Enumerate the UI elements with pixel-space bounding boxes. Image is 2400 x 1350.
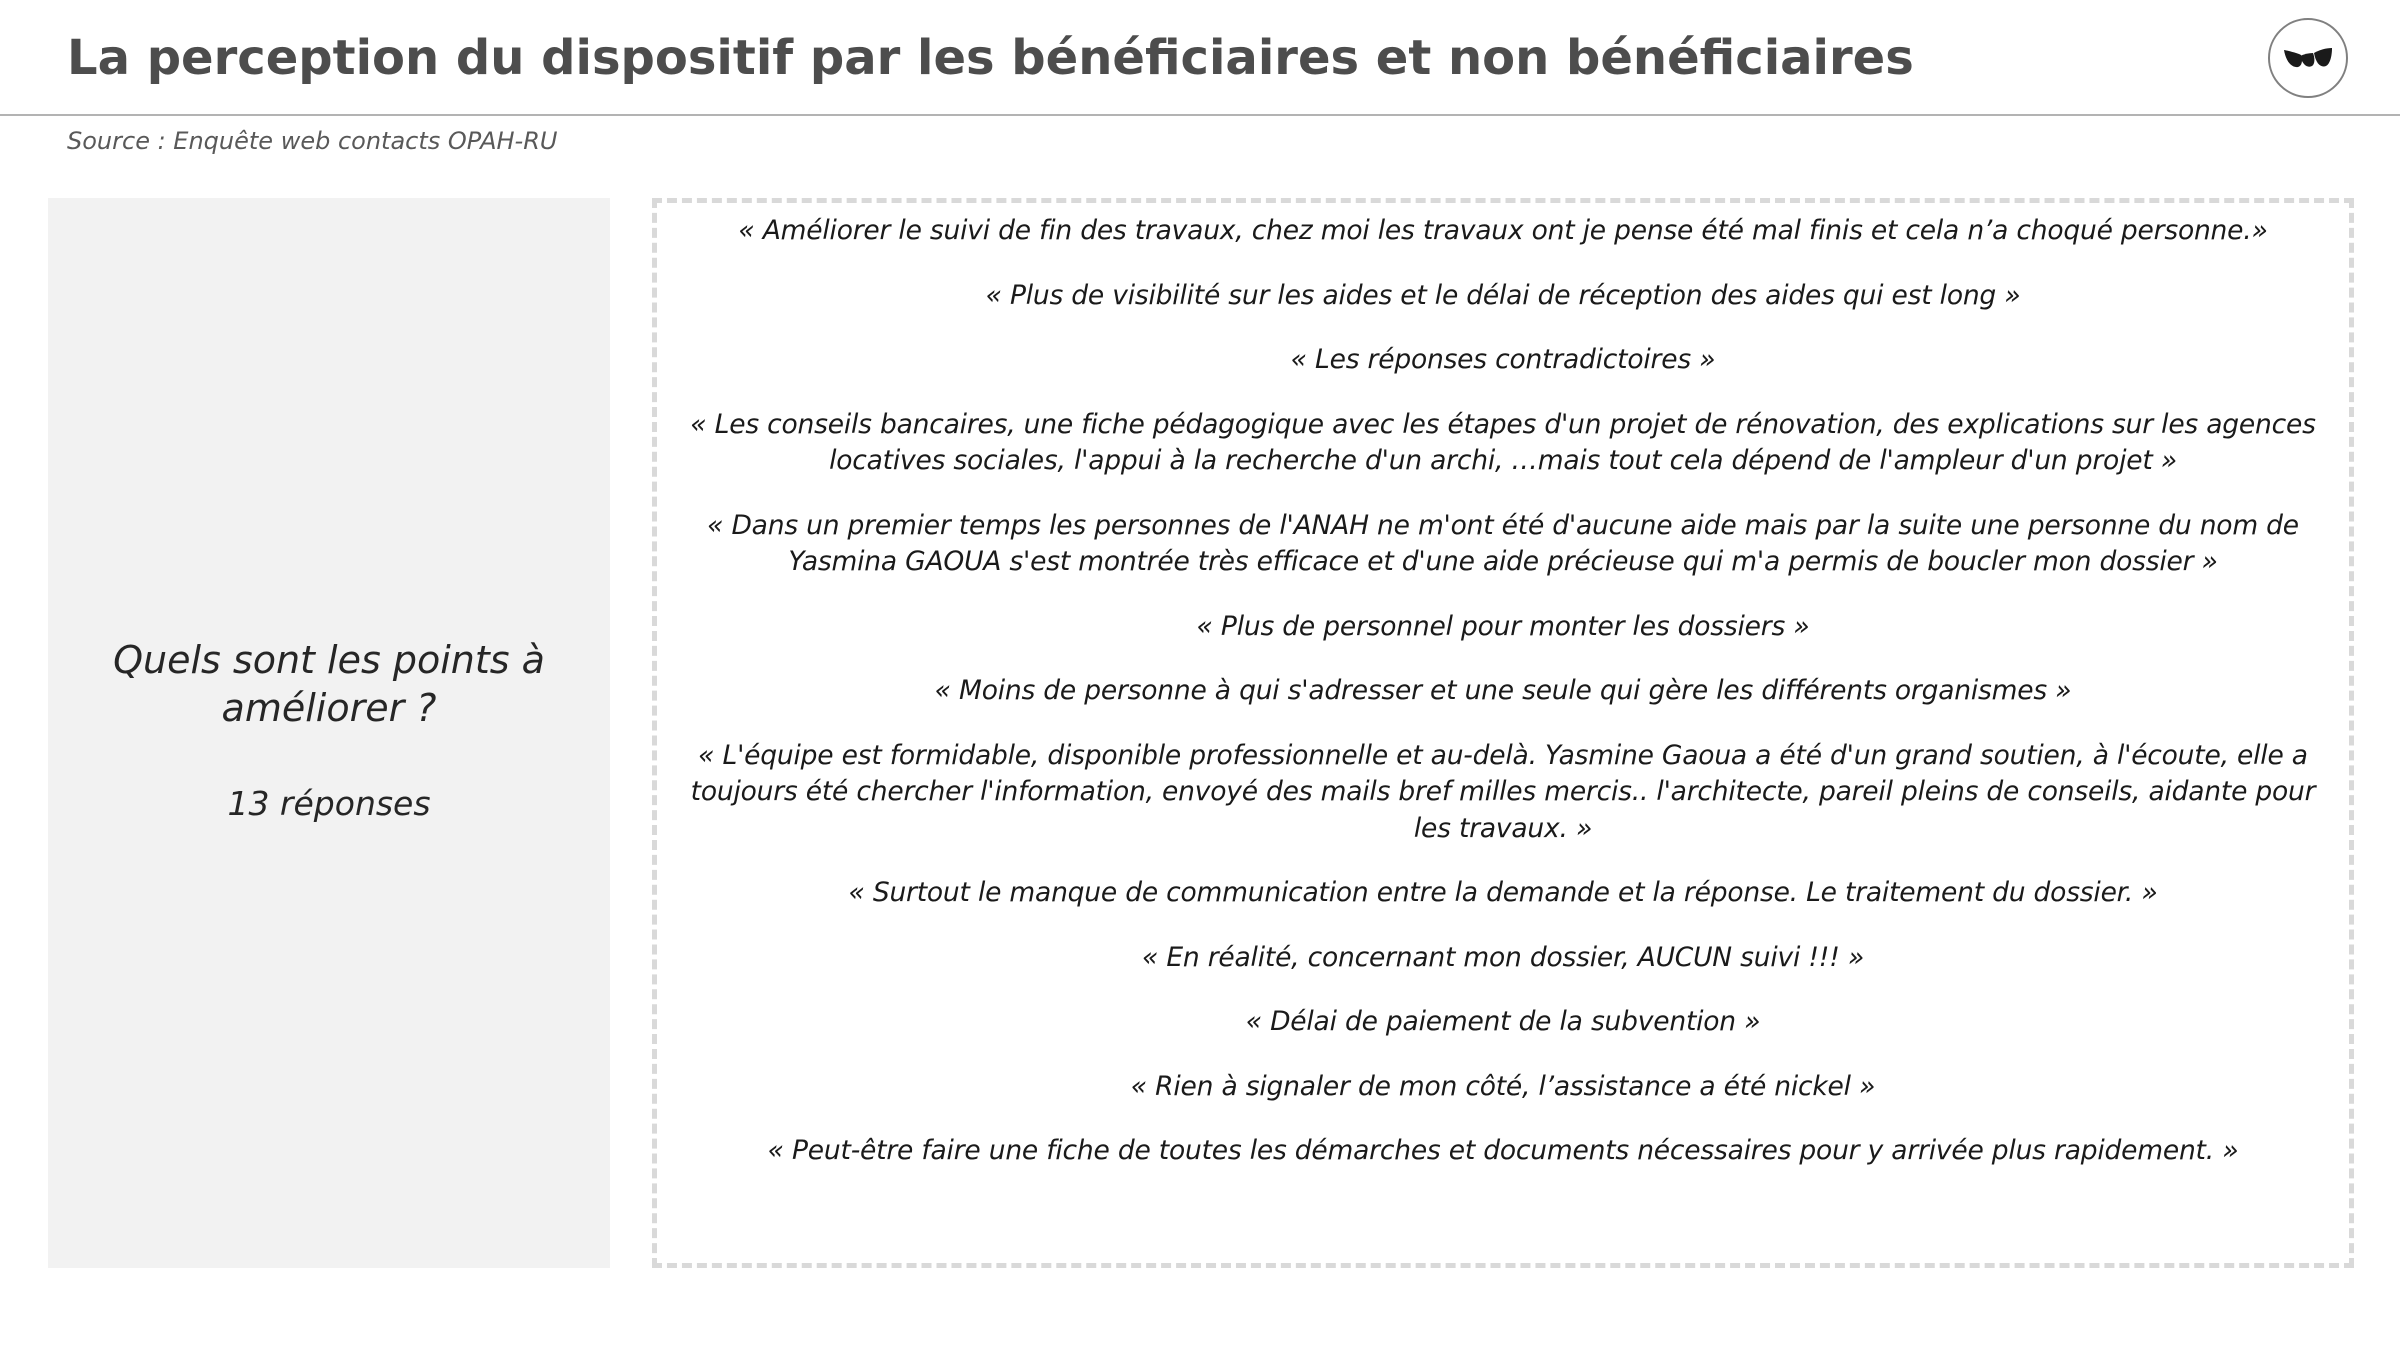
quote-item: « Moins de personne à qui s'adresser et une seule qui gère les différents organismes » bbox=[934, 675, 2072, 706]
response-count: 13 réponses bbox=[227, 784, 431, 823]
question-panel bbox=[48, 198, 610, 1268]
logo-glyph bbox=[2270, 20, 2346, 96]
quote-item: « Dans un premier temps les personnes de l'ANAH ne m'ont été d'aucune aide mais par la suite une personne du nom de Yasmina GAOUA s'est montrée très efficace et d'une aide précieuse qui m'a permis de boucler mon dossier » bbox=[707, 509, 2299, 577]
quote-item: « Les réponses contradictoires » bbox=[1290, 344, 1716, 375]
source-note: Source : Enquête web contacts OPAH-RU bbox=[67, 127, 558, 155]
quote-item: « Surtout le manque de communication entre la demande et la réponse. Le traitement du dossier. » bbox=[848, 877, 2158, 908]
quote-item: « Délai de paiement de la subvention » bbox=[1245, 1006, 1761, 1037]
header-divider bbox=[0, 114, 2400, 116]
question-text: Quels sont les points à améliorer ? bbox=[113, 638, 545, 730]
page-title: La perception du dispositif par les bénéficiaires et non bénéficiaires bbox=[67, 30, 1914, 86]
quote-item: « Rien à signaler de mon côté, l’assistance a été nickel » bbox=[1130, 1070, 1876, 1102]
quote-item: « Les conseils bancaires, une fiche pédagogique avec les étapes d'un projet de rénovation, des explications sur les agences locatives sociales, l'appui à la recherche d'un archi, …mais tout cela dépend de l'ampleur d'un projet » bbox=[690, 408, 2316, 476]
leaf-pair-logo-icon bbox=[2268, 18, 2348, 98]
quote-item: « Plus de visibilité sur les aides et le délai de réception des aides qui est long » bbox=[985, 279, 2021, 311]
quote-item: « En réalité, concernant mon dossier, AUCUN suivi !!! » bbox=[1141, 941, 1865, 973]
quote-item: « L'équipe est formidable, disponible professionnelle et au-delà. Yasmine Gaoua a été d'un grand soutien, à l'écoute, elle a toujours été chercher l'information, envoyé des mails bref milles mercis.. l'architecte, pareil pleins de conseils, aidante pour les travaux. » bbox=[690, 739, 2316, 844]
quotes-box bbox=[652, 198, 2354, 1268]
quote-item: « Améliorer le suivi de fin des travaux, chez moi les travaux ont je pense été mal finis et cela n’a choqué personne.» bbox=[738, 215, 2268, 246]
quote-item: « Plus de personnel pour monter les dossiers » bbox=[1196, 610, 1810, 642]
quote-item: « Peut-être faire une fiche de toutes les démarches et documents nécessaires pour y arrivée plus rapidement. » bbox=[767, 1135, 2239, 1166]
